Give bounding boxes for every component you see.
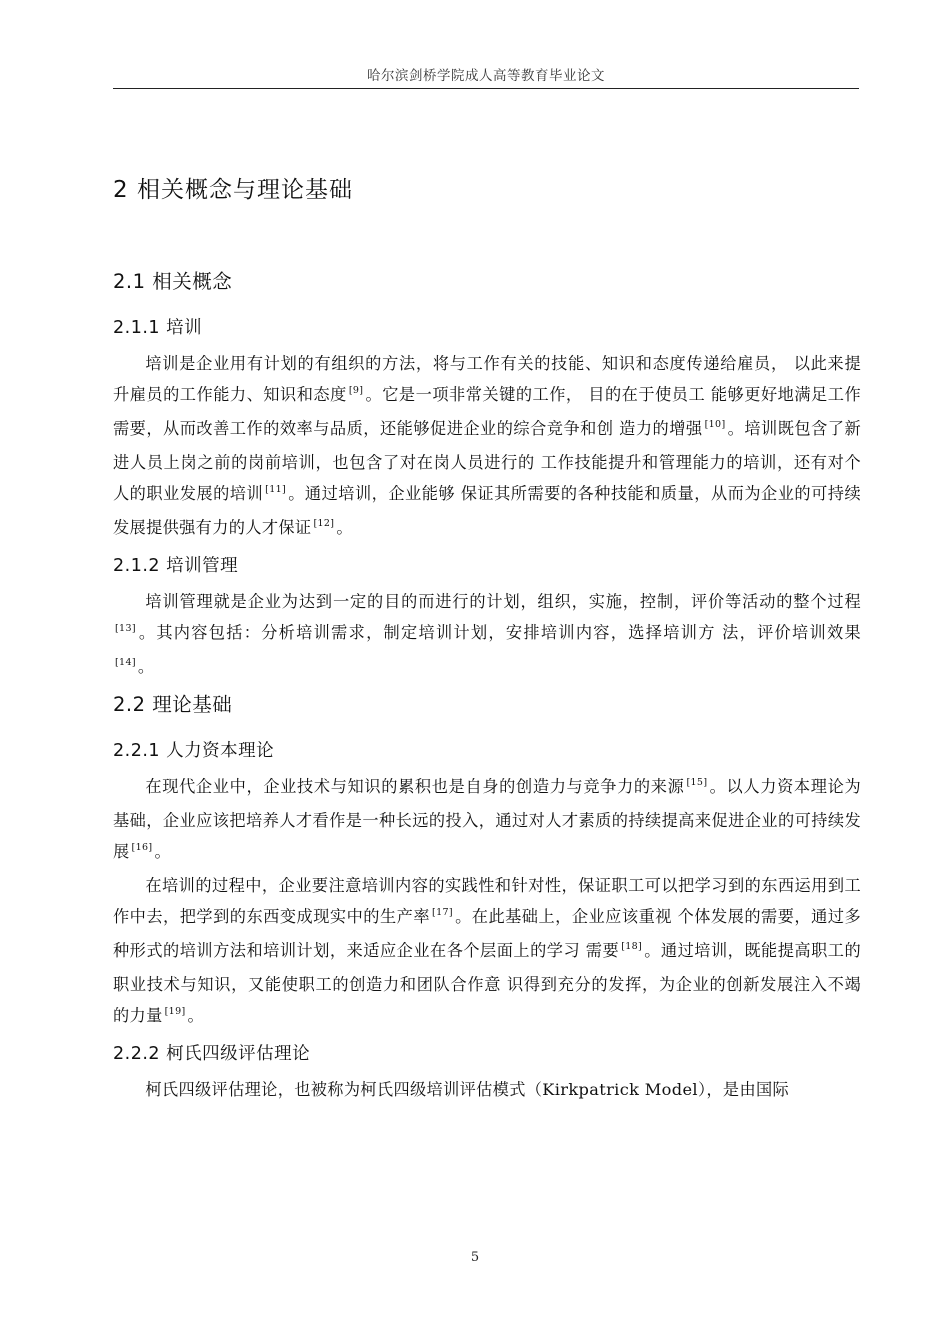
paragraph-training: 培训是企业用有计划的有组织的方法，将与工作有关的技能、知识和态度传递给雇员， 以此来提升雇员的工作能力、知识和态度 [9] 。它是一项非常关键的工作， 目的在于使员工 能够更好地满足工作需要，从而改善工作的效率与品质，还能够促进企业的综合竞争和创 造力的增强 [10] 。培训既包含了新进人员上岗之前的岗前培训，也包含了对在岗人员进行的 工作技能提升和管理能力的培训，还有对个人的职业发展的培训 [11] 。通过培训，企业能够 保证其所需要的各种技能和质量，从而为企业的可持续发展提供强有力的人才保证 [12] 。 bbox=[113, 354, 862, 537]
section-2-1-title: 2.1 相关概念 bbox=[113, 270, 233, 293]
section-2-2-2-title: 2.2.2 柯氏四级评估理论 bbox=[113, 1044, 311, 1064]
citation-ref: [10] bbox=[704, 419, 726, 430]
citation-ref: [13] bbox=[115, 623, 136, 634]
running-header: 哈尔滨剑桥学院成人高等教育毕业论文 bbox=[367, 68, 605, 84]
page-body bbox=[113, 170, 861, 1105]
citation-ref: [12] bbox=[313, 518, 335, 529]
paragraph-human-capital-2: 在培训的过程中，企业要注意培训内容的实践性和针对性，保证职工可以把学习到的东西运用到工作中去，把学到的东西变成现实中的生产率 [17] 。在此基础上，企业应该重视 个体发展的需要，通过多种形式的培训方法和培训计划，来适应企业在各个层面上的学习 需要 [18] 。通过培训，既能提高职工的职业技术与知识，又能使职工的创造力和团队合作意 识得到充分的发挥，为企业的创新发展注入不竭的力量 [19] 。 bbox=[113, 876, 861, 1025]
paragraph-training-management: 培训管理就是企业为达到一定的目的而进行的计划，组织，实施，控制，评价等活动的整个过程[13] 。其内容包括：分析培训需求，制定培训计划，安排培训内容，选择培训方 法，评价培训效果[14] 。 bbox=[115, 592, 861, 676]
header-rule bbox=[113, 88, 859, 89]
citation-ref: [16] bbox=[131, 842, 153, 853]
page-number: 5 bbox=[470, 1250, 480, 1265]
paragraph-kirkpatrick: 柯氏四级评估理论，也被称为柯氏四级培训评估模式（Kirkpatrick Model），是由国际 bbox=[145, 1080, 790, 1099]
citation-ref: [14] bbox=[115, 657, 136, 668]
section-2-1-1-title: 2.1.1 培训 bbox=[113, 318, 203, 338]
section-2-2-1-title: 2.2.1 人力资本理论 bbox=[113, 741, 275, 761]
citation-ref: [15] bbox=[686, 777, 708, 788]
citation-ref: [19] bbox=[164, 1006, 186, 1017]
citation-ref: [18] bbox=[621, 941, 643, 952]
citation-ref: [17] bbox=[432, 907, 453, 918]
citation-ref: [9] bbox=[348, 385, 364, 396]
chapter-title: 2 相关概念与理论基础 bbox=[113, 177, 353, 203]
paragraph-human-capital-1: 在现代企业中，企业技术与知识的累积也是自身的创造力与竞争力的来源 [15] 。以人力资本理论为基础，企业应该把培养人才看作是一种长远的投入，通过对人才素质的持续提高来促进企业的可持续发展 [16] 。 bbox=[113, 777, 861, 861]
section-2-1-2-title: 2.1.2 培训管理 bbox=[113, 556, 239, 576]
citation-ref: [11] bbox=[265, 484, 287, 495]
section-2-2-title: 2.2 理论基础 bbox=[113, 693, 233, 716]
